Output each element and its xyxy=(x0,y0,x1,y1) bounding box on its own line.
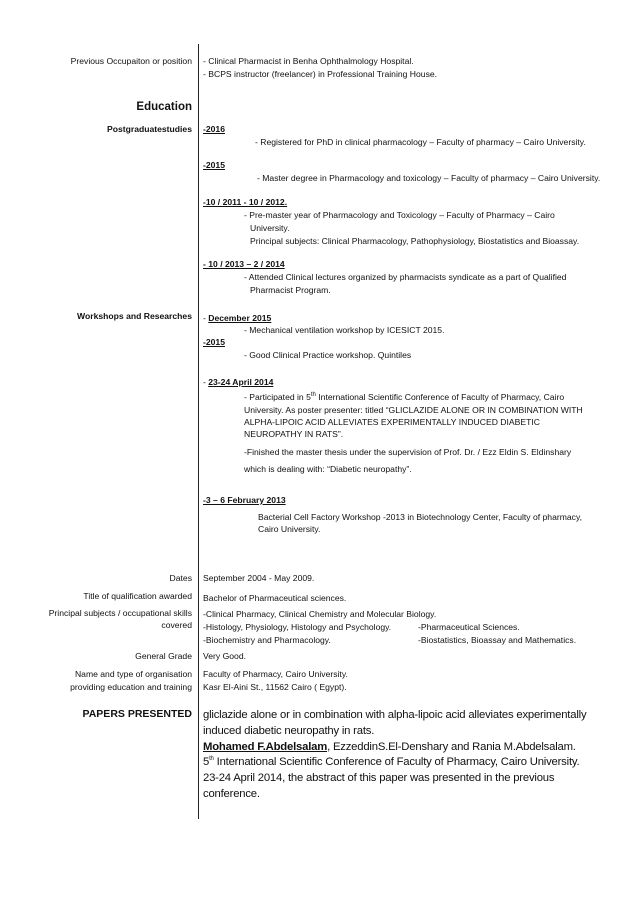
paper-authors xyxy=(203,740,576,756)
paper-line-6: conference. xyxy=(203,788,260,800)
apr2014-line-1-a: - Participated in 5 xyxy=(244,392,311,402)
qualification-title-value: Bachelor of Pharmaceutical sciences. xyxy=(203,593,347,603)
paper-line-4 xyxy=(203,755,579,771)
workshop-2015-line: - Good Clinical Practice workshop. Quintiles xyxy=(244,350,412,360)
previous-occupation-line-1: - Clinical Pharmacist in Benha Ophthalmology Hospital. xyxy=(203,56,414,66)
dates-label: Dates xyxy=(169,573,192,583)
workshop-dec2015-line: - Mechanical ventilation workshop by ICESICT 2015. xyxy=(244,325,445,335)
paper-main-author: Mohamed F.Abdelsalam xyxy=(203,741,328,753)
workshop-apr2014-date-text: 23-24 April 2014 xyxy=(208,377,274,387)
workshop-feb2013-line-1: Bacterial Cell Factory Workshop -2013 in Biotechnology Center, Faculty of pharmacy, xyxy=(258,512,583,522)
workshop-feb2013-date: -3 – 6 February 2013 xyxy=(203,495,286,505)
education-entry-2015-line: - Master degree in Pharmacology and toxicology – Faculty of pharmacy – Cairo University. xyxy=(257,173,601,183)
organisation-label-1: Name and type of organisation xyxy=(74,669,192,679)
workshop-apr2014-line-3: ALPHA-LIPOIC ACID ALLEVIATES EXPERIMENTALLY INDUCED DIABETIC xyxy=(244,417,540,427)
education-entry-lectures-line-1: - Attended Clinical lectures organized by pharmacists syndicate as a part of Qualified xyxy=(244,272,567,282)
apr2014-line-1-b: International Scientific Conference of Faculty of Pharmacy, Cairo xyxy=(315,392,565,402)
paper-line-2: induced diabetic neuropathy in rats. xyxy=(203,725,375,737)
workshop-apr2014-line-2: University. As poster presenter: titled “GLICLAZIDE ALONE OR IN COMBINATION WITH xyxy=(244,405,583,415)
workshop-apr2014-date: - 23-24 April 2014 xyxy=(203,377,274,387)
workshop-feb2013-line-2: Cairo University. xyxy=(258,524,321,534)
apr2014-line-1-sup: th xyxy=(310,392,316,399)
qualification-title-label: Title of qualification awarded xyxy=(83,591,192,601)
organisation-line-2: Kasr El-Aini St., 11562 Cairo ( Egypt). xyxy=(203,682,347,692)
paper-other-authors: , EzzeddinS.El-Denshary and Rania M.Abdelsalam. xyxy=(327,741,576,753)
workshops-label: Workshops and Researches xyxy=(77,311,192,321)
paper-line-4-sup: th xyxy=(209,756,214,763)
previous-occupation-label: Previous Occupaiton or position xyxy=(70,56,192,66)
dates-value: September 2004 - May 2009. xyxy=(203,573,315,583)
subjects-line-2-right: -Pharmaceutical Sciences. xyxy=(418,622,520,632)
organisation-label-2: providing education and training xyxy=(70,682,192,692)
workshop-apr2014-line-1 xyxy=(244,391,564,404)
workshop-2015-date: -2015 xyxy=(203,337,225,347)
subjects-line-2-left: -Histology, Physiology, Histology and Psychology. xyxy=(203,622,392,632)
principal-subjects-label-2: covered xyxy=(161,620,192,630)
workshop-apr2014-line-6: which is dealing with: “Diabetic neuropathy”. xyxy=(244,464,412,474)
column-divider xyxy=(198,44,199,819)
previous-occupation-line-2: - BCPS instructor (freelancer) in Professional Training House. xyxy=(203,69,438,79)
education-entry-lectures-line-2: Pharmacist Program. xyxy=(250,285,331,295)
subjects-line-1: -Clinical Pharmacy, Clinical Chemistry and Molecular Biology. xyxy=(203,609,437,619)
paper-line-4-b: International Scientific Conference of Faculty of Pharmacy, Cairo University. xyxy=(213,756,580,768)
workshop-dec2015-date: - December 2015 xyxy=(203,313,272,323)
education-entry-premaster-line-3: Principal subjects: Clinical Pharmacology, Pathophysiology, Biostatistics and Bioassay. xyxy=(250,236,580,246)
subjects-line-3-right: -Biostatistics, Bioassay and Mathematics. xyxy=(418,635,577,645)
paper-line-5: 23-24 April 2014, the abstract of this paper was presented in the previous xyxy=(203,772,555,784)
education-entry-premaster-line-2: University. xyxy=(250,223,290,233)
education-entry-2015-date: -2015 xyxy=(203,160,225,170)
principal-subjects-label-1: Principal subjects / occupational skills xyxy=(48,608,192,618)
paper-line-4-a: 5 xyxy=(203,756,210,768)
workshop-dec2015-date-text: December 2015 xyxy=(208,313,272,323)
papers-presented-label: PAPERS PRESENTED xyxy=(82,708,192,720)
organisation-line-1: Faculty of Pharmacy, Cairo University. xyxy=(203,669,348,679)
education-entry-premaster-date: -10 / 2011 - 10 / 2012. xyxy=(203,197,288,207)
workshop-apr2014-line-4: NEUROPATHY IN RATS”. xyxy=(244,429,344,439)
education-entry-lectures-date: - 10 / 2013 – 2 / 2014 xyxy=(203,259,285,269)
general-grade-value: Very Good. xyxy=(203,651,246,661)
paper-line-1: gliclazide alone or in combination with alpha-lipoic acid alleviates experimentally xyxy=(203,709,587,721)
subjects-line-3-left: -Biochemistry and Pharmacology. xyxy=(203,635,331,645)
education-entry-2016-line: - Registered for PhD in clinical pharmacology – Faculty of pharmacy – Cairo University. xyxy=(255,137,586,147)
general-grade-label: General Grade xyxy=(135,651,192,661)
education-heading: Education xyxy=(136,101,192,113)
education-entry-premaster-line-1: - Pre-master year of Pharmacology and Toxicology – Faculty of Pharmacy – Cairo xyxy=(244,210,555,220)
workshop-apr2014-line-5: -Finished the master thesis under the supervision of Prof. Dr. / Ezz Eldin S. Eldinshary xyxy=(244,447,572,457)
education-entry-2016-date: -2016 xyxy=(203,124,225,134)
postgraduate-studies-label: Postgraduatestudies xyxy=(106,124,192,134)
